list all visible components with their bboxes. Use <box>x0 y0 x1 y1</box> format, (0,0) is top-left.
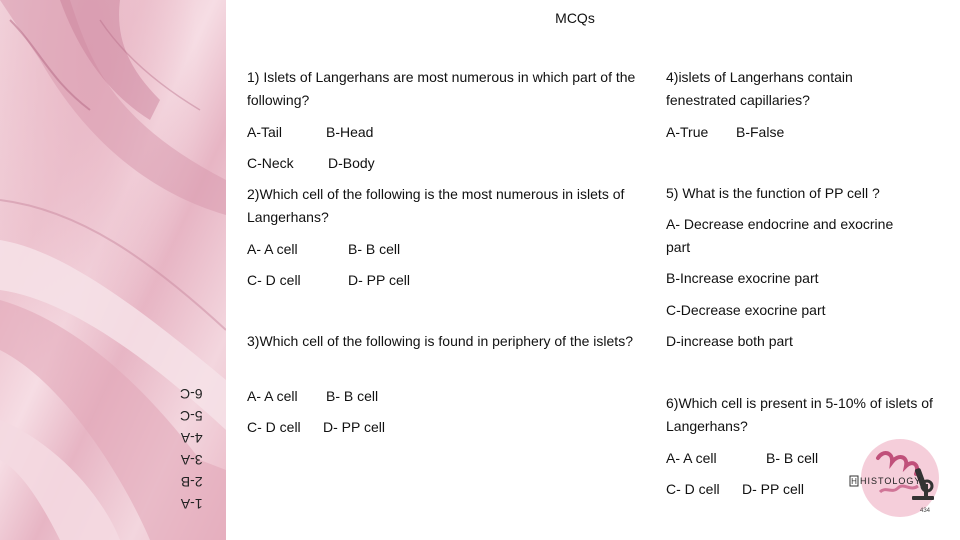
option: D- PP cell <box>323 419 385 435</box>
answer-key-item: 4-A <box>180 430 203 446</box>
logo-text: HISTOLOGY <box>860 476 922 486</box>
option: B-Head <box>326 124 374 140</box>
answer-key-item: 5-C <box>180 408 203 424</box>
option: A-Tail <box>247 124 283 140</box>
option: C- D cell <box>666 481 720 497</box>
question-5-option-d: D-increase both part <box>666 333 793 349</box>
question-1-text: 1) Islets of Langerhans are most numerous in which part of the following? <box>247 69 636 108</box>
option: A- A cell <box>247 241 298 257</box>
answer-key-upside-down <box>180 383 203 515</box>
question-4-text: 4)islets of Langerhans contain fenestrated capillaries? <box>666 69 853 108</box>
histology-background-image <box>0 0 226 540</box>
question-5-text: 5) What is the function of PP cell ? <box>666 185 880 201</box>
question-6-text: 6)Which cell is present in 5-10% of islets of Langerhans? <box>666 395 933 434</box>
answer-key-item: 6-C <box>180 386 203 402</box>
question-5-option-c: C-Decrease exocrine part <box>666 302 826 318</box>
option: A- A cell <box>247 388 298 404</box>
option: D- PP cell <box>348 272 410 288</box>
slide-title: MCQs <box>555 10 595 26</box>
logo-subtext: 434 <box>920 508 931 514</box>
option: D-Body <box>328 155 375 171</box>
option: B- B cell <box>326 388 379 404</box>
option: B-False <box>736 124 785 140</box>
option: A- A cell <box>666 450 717 466</box>
microscope-logo-icon <box>848 438 952 518</box>
question-5-option-b: B-Increase exocrine part <box>666 270 819 286</box>
option: C-Neck <box>247 155 294 171</box>
answer-key-item: 1-A <box>180 496 203 512</box>
question-2-text: 2)Which cell of the following is the most numerous in islets of Langerhans? <box>247 186 625 225</box>
question-5-option-a: A- Decrease endocrine and exocrine part <box>666 216 894 255</box>
histology-logo <box>848 438 952 518</box>
option: B- B cell <box>348 241 401 257</box>
option: A-True <box>666 124 709 140</box>
option: B- B cell <box>766 450 819 466</box>
option: C- D cell <box>247 272 301 288</box>
option: D- PP cell <box>742 481 804 497</box>
answer-key-item: 2-B <box>180 474 203 490</box>
answer-key-item: 3-A <box>180 452 203 468</box>
question-3-text: 3)Which cell of the following is found in periphery of the islets? <box>247 333 633 349</box>
svg-text:H: H <box>851 477 857 486</box>
option: C- D cell <box>247 419 301 435</box>
